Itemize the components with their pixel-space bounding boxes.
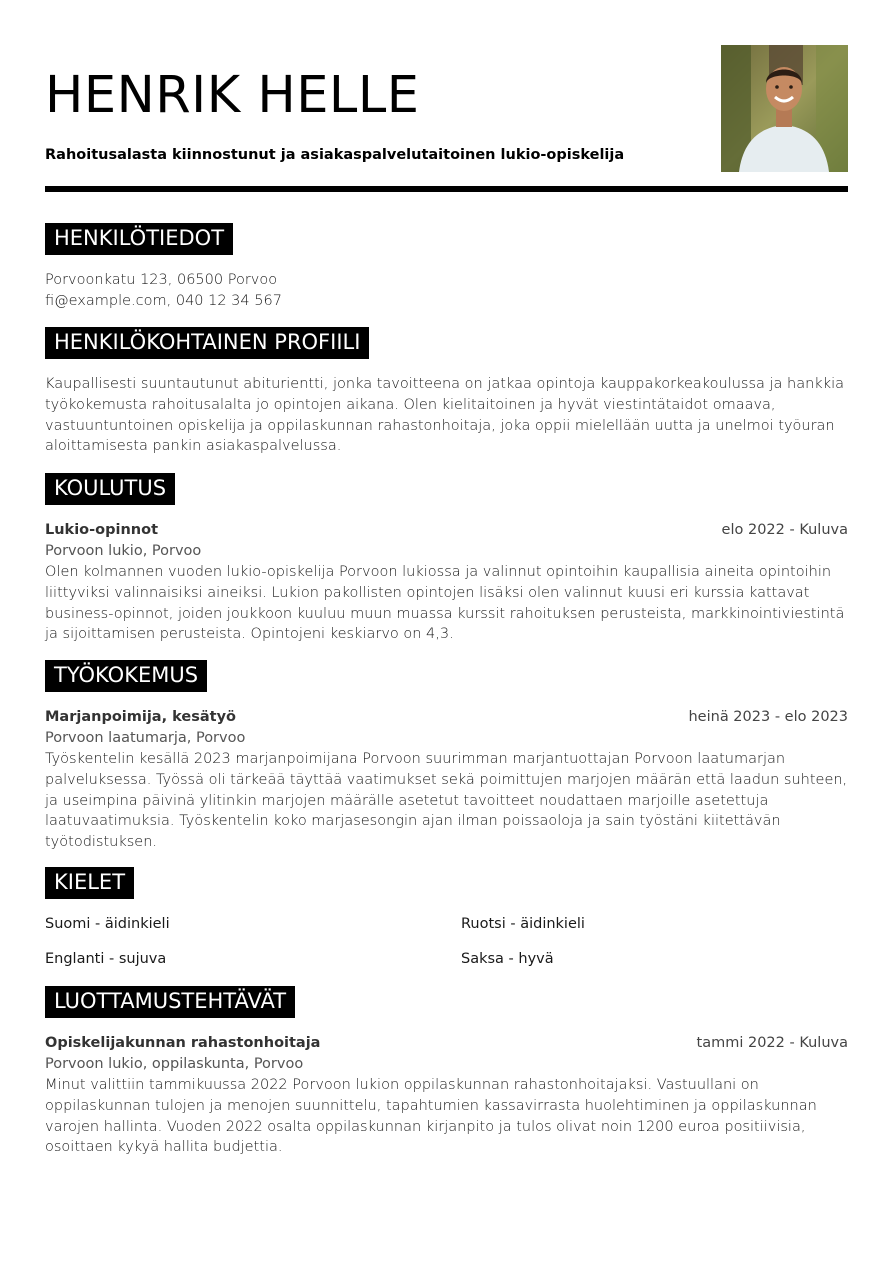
work-date: heinä 2023 - elo 2023 <box>688 709 848 725</box>
language-item: Englanti - sujuva <box>45 951 167 967</box>
contact-info: fi@example.com, 040 12 34 567 <box>45 292 282 309</box>
section-education <box>45 473 848 645</box>
section-title-profile: HENKILÖKOHTAINEN PROFIILI <box>45 327 369 359</box>
positions-entry-header <box>45 1033 848 1054</box>
section-title-personal: HENKILÖTIEDOT <box>45 223 233 255</box>
section-languages <box>45 867 848 970</box>
education-role: Lukio-opinnot <box>45 522 159 538</box>
education-text: Olen kolmannen vuoden lukio-opiskelija Porvoon lukiossa ja valinnut opintoihin kaupallisia aineita opintoihin liittyviksi valinnaisiksi aineiksi. Lukion pakollisten opintojen lisäksi olen valinnut kuusi eri kurssia kattavat business-opinnot, joiden joukkoon kuuluu muun muassa kurssit rahoituksen perusteista, markkinointiviestintä ja sijoittamisen perusteista. Opintojeni keskiarvo on 4,3. <box>45 564 845 643</box>
work-text: Työskentelin kesällä 2023 marjanpoimijana Porvoon suurimman marjantuottajan Porvoon laatumarjan palveluksessa. Työssä oli tärkeää täyttää vaatimukset sekä poimittujen marjojen määrän että laadun suhteen, ja useimpina päivinä ylitinkin marjojen määrälle asetetut tavoitteet noudattaen marjoille asetettuja laatuvaatimuksia. Työskentelin koko marjasesongin ajan ilman poissaoloja ja sain työstäni kiitettävän työtodistuksen. <box>45 751 848 851</box>
work-entry-header <box>45 707 848 728</box>
portrait-photo-illustration <box>721 45 848 172</box>
language-item: Ruotsi - äidinkieli <box>461 916 585 932</box>
section-title-languages: KIELET <box>45 867 134 899</box>
positions-place: Porvoon lukio, oppilaskunta, Porvoo <box>45 1056 304 1072</box>
positions-date: tammi 2022 - Kuluva <box>696 1035 848 1051</box>
positions-role: Opiskelijakunnan rahastonhoitaja <box>45 1035 321 1051</box>
tagline: Rahoitusalasta kiinnostunut ja asiakaspalvelutaitoinen lukio-opiskelija <box>45 147 625 163</box>
section-positions <box>45 986 848 1158</box>
profile-photo <box>721 45 848 172</box>
language-item: Suomi - äidinkieli <box>45 916 170 932</box>
education-place: Porvoon lukio, Porvoo <box>45 543 202 559</box>
section-title-education: KOULUTUS <box>45 473 175 505</box>
education-entry-header <box>45 520 848 541</box>
section-title-positions: LUOTTAMUSTEHTÄVÄT <box>45 986 295 1018</box>
section-work <box>45 660 848 853</box>
person-name: HENRIK HELLE <box>45 66 420 125</box>
header-divider <box>45 186 848 192</box>
work-place: Porvoon laatumarja, Porvoo <box>45 730 246 746</box>
section-profile <box>45 327 848 457</box>
resume-page <box>45 0 848 1263</box>
section-title-work: TYÖKOKEMUS <box>45 660 207 692</box>
language-list <box>45 914 848 970</box>
resume-header <box>45 0 848 194</box>
positions-text: Minut valittiin tammikuussa 2022 Porvoon lukion oppilaskunnan rahastonhoitajaksi. Vastuullani on oppilaskunnan tulojen ja menojen suunnittelu, tapahtumien kassavirrasta huolehtiminen ja oppilaskunnan varojen hallinta. Vuoden 2022 osalta oppilaskunnan kirjanpito ja tulos olivat noin 1200 euroa positiivisia, osoittaen kykyä hallita budjettia. <box>45 1077 817 1156</box>
section-personal <box>45 223 848 312</box>
education-date: elo 2022 - Kuluva <box>721 522 848 538</box>
language-item: Saksa - hyvä <box>461 951 554 967</box>
profile-text: Kaupallisesti suuntautunut abiturientti, jonka tavoitteena on jatkaa opintoja kauppakorkeakoulussa ja hankkia työkokemusta rahoitusalalta jo opintojen aikana. Olen kielitaitoinen ja hyvät viestintätaidot omaava, vastuuntuntoinen opiskelija ja oppilaskunnan rahastonhoitaja, joka oppii mielellään uutta ja unelmoi työuran aloittamisesta pankin asiakaspalvelussa. <box>45 376 845 455</box>
address: Porvoonkatu 123, 06500 Porvoo <box>45 272 278 288</box>
work-role: Marjanpoimija, kesätyö <box>45 709 236 725</box>
